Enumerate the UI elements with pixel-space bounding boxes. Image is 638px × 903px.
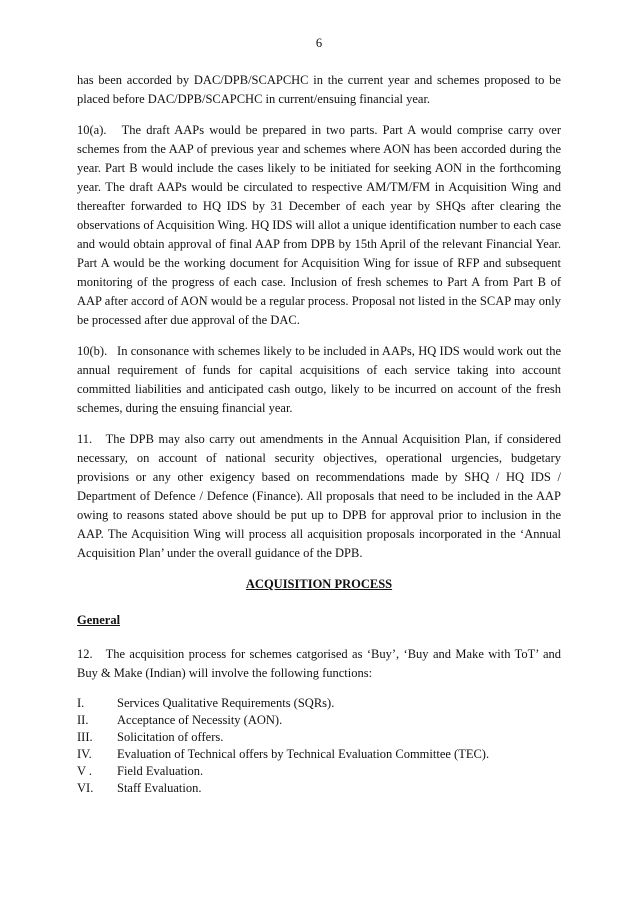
list-item-text: Acceptance of Necessity (AON). <box>117 713 283 727</box>
list-item-number: III. <box>77 730 93 744</box>
list-item-number: V . <box>77 764 93 778</box>
paragraph-12: 12. The acquisition process for schemes catgorised as ‘Buy’, ‘Buy and Make with ToT’ and Buy & Make (Indian) will involve the following functions: <box>77 647 561 680</box>
list-item-number: VI. <box>77 781 94 795</box>
page-number: 6 <box>315 36 323 50</box>
paragraph-10b: 10(b). In consonance with schemes likely to be included in AAPs, HQ IDS would work out the annual requirement of funds for capital acquisitions of each service taking into account committed liabilities and anticipated cash outgo, likely to be incurred on account of the fresh schemes, during the ensuing financial year. <box>77 344 561 415</box>
paragraph-10a: 10(a). The draft AAPs would be prepared in two parts. Part A would comprise carry over schemes from the AAP of previous year and schemes where AON has been accorded during the year. Part B would include the cases likely to be initiated for seeking AON in the forthcoming year. The draft AAPs would be circulated to respective AM/TM/FM in Acquisition Wing and thereafter forwarded to HQ IDS by 31 December of each year by SHQs after clearing the observations of Acquisition Wing. HQ IDS will allot a unique identification number to each case and would obtain approval of final AAP from DPB by 15th April of the relevant Financial Year. Part A would be the working document for Acquisition Wing for issue of RFP and subsequent monitoring of the progress of each case. Inclusion of fresh schemes to Part A from Part B of AAP after accord of AON would be a regular process. Proposal not listed in the SCAP may only be processed after due approval of the DAC. <box>77 123 561 327</box>
functions-list <box>77 695 561 797</box>
paragraph-continuation: has been accorded by DAC/DPB/SCAPCHC in the current year and schemes proposed to be placed before DAC/DPB/SCAPCHC in current/ensuing financial year. <box>77 73 561 106</box>
page-content <box>77 71 561 797</box>
list-item-text: Field Evaluation. <box>117 764 204 778</box>
subheading-general: General <box>77 613 121 627</box>
list-item <box>77 695 561 712</box>
list-item-number: II. <box>77 713 89 727</box>
list-item <box>77 746 561 763</box>
list-item <box>77 763 561 780</box>
paragraph-11: 11. The DPB may also carry out amendments in the Annual Acquisition Plan, if considered necessary, on account of national security objectives, operational urgencies, budgetary provisions or any other exigency based on recommendations made by SHQ / HQ IDS / Department of Defence / Defence (Finance). All proposals that need to be included in the AAP owing to reasons stated above should be put up to DPB for approval prior to inclusion in the AAP. The Acquisition Wing will process all acquisition proposals incorporated in the ‘Annual Acquisition Plan’ under the overall guidance of the DPB. <box>77 432 561 560</box>
list-item <box>77 729 561 746</box>
section-heading: ACQUISITION PROCESS <box>245 577 393 591</box>
list-item <box>77 780 561 797</box>
list-item <box>77 712 561 729</box>
list-item-text: Solicitation of offers. <box>117 730 224 744</box>
list-item-text: Evaluation of Technical offers by Technical Evaluation Committee (TEC). <box>117 747 490 761</box>
list-item-text: Staff Evaluation. <box>117 781 202 795</box>
list-item-number: I. <box>77 696 85 710</box>
list-item-text: Services Qualitative Requirements (SQRs). <box>117 696 335 710</box>
list-item-number: IV. <box>77 747 92 761</box>
